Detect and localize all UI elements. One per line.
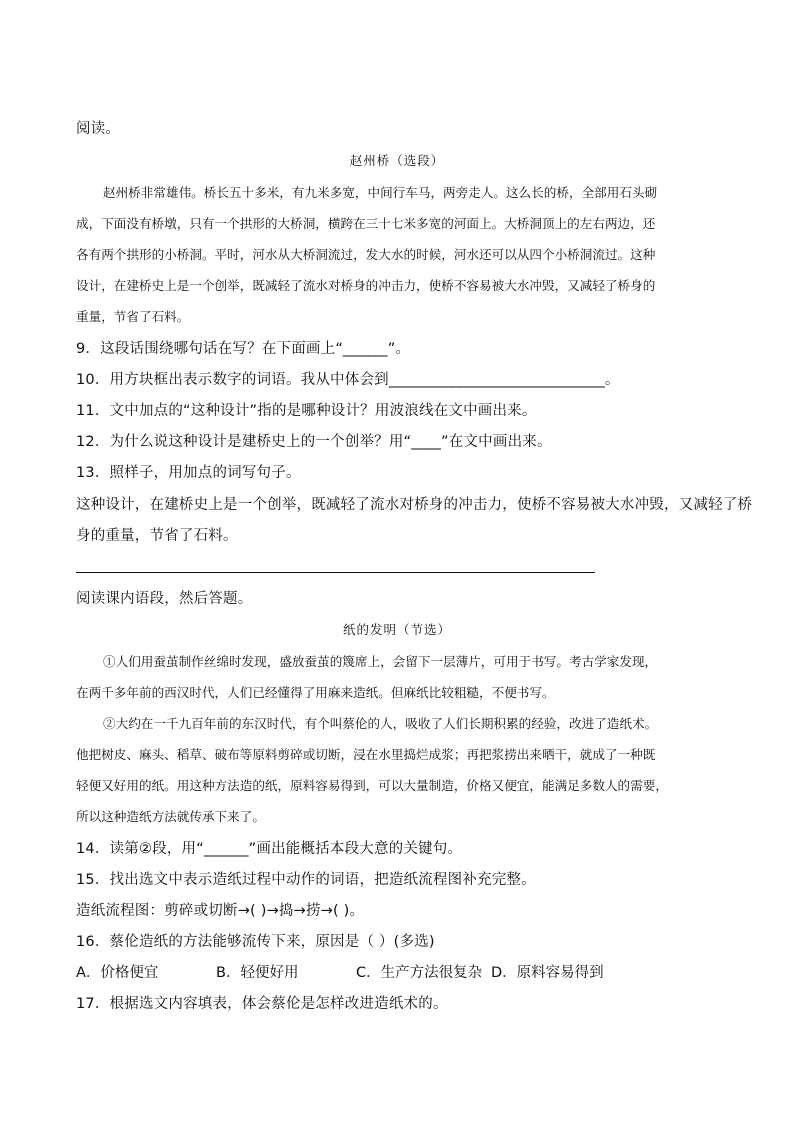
question-17: 17．根据选文内容填表，体会蔡伦是怎样改进造纸术的。 <box>76 996 448 1012</box>
option-a: A．价格便宜 <box>76 965 159 981</box>
question-13: 13．照样子，用加点的词写句子。 <box>76 465 301 481</box>
section2-para2-line: ②大约在一千九百年前的东汉时代，有个叫蔡伦的人，吸收了人们长期积累的经验，改进了造纸术。 <box>103 716 658 731</box>
section2-para2-line: 轻便又好用的纸。用这种方法造的纸，原料容易得到，可以大量制造，价格又便宜，能满足多数人的需要， <box>76 778 668 793</box>
section1-passage-line: 成，下面没有桥墩，只有一个拱形的大桥洞，横跨在三十七米多宽的河面上。大桥洞顶上的左右两边，还 <box>76 216 656 231</box>
section1-passage-line: 设计，在建桥史上是一个创举，既减轻了流水对桥身的冲击力，使桥不容易被大水冲毁，又减轻了桥身的 <box>76 278 656 293</box>
question-15: 15．找出选文中表示造纸过程中动作的词语，把造纸流程图补充完整。 <box>76 872 536 888</box>
option-d: D．原料容易得到 <box>491 965 604 981</box>
flowchart-prompt: 造纸流程图：剪碎或切断→( )→捣→捞→( )。 <box>76 903 365 919</box>
section2-intro: 阅读课内语段，然后答题。 <box>76 591 253 607</box>
section1-passage-line: 各有两个拱形的小桥洞。平时，河水从大桥洞流过，发大水的时候，河水还可以从四个小桥洞流过。这种 <box>76 247 656 262</box>
section2-para2-line: 所以这种造纸方法就传承下来了。 <box>76 809 265 824</box>
example-sentence-line: 这种设计，在建桥史上是一个创举，既减轻了流水对桥身的冲击力，使桥不容易被大水冲毁，又减轻了桥 <box>76 497 753 513</box>
section1-passage-line: 赵州桥非常雄伟。桥长五十多米，有九米多宽，中间行车马，两旁走人。这么长的桥，全部用石头砌 <box>103 185 658 200</box>
option-b: B．轻便好用 <box>216 965 299 981</box>
question-16: 16．蔡伦造纸的方法能够流传下来，原因是（ ）(多选) <box>76 934 435 950</box>
answer-line <box>76 572 595 573</box>
option-c: C．生产方法很复杂 <box>356 965 483 981</box>
section1-title: 赵州桥（选段） <box>349 153 445 168</box>
section2-para1-line: ①人们用蚕茧制作丝绵时发现，盛放蚕茧的篾席上，会留下一层薄片，可用于书写。考古学家发现， <box>103 654 658 669</box>
section1-passage-line: 重量，节省了石料。 <box>76 309 190 324</box>
question-14: 14．读第②段，用“______”画出能概括本段大意的关键句。 <box>76 841 463 857</box>
question-10: 10．用方块框出表示数字的词语。我从中体会到_____________________________。 <box>76 372 620 388</box>
question-12: 12．为什么说这种设计是建桥史上的一个创举？用“____”在文中画出来。 <box>76 434 552 450</box>
section2-para2-line: 他把树皮、麻头、稻草、破布等原料剪碎或切断，浸在水里捣烂成浆；再把浆捞出来晒干，就成了一种既 <box>76 747 656 762</box>
section2-title: 纸的发明（节选） <box>342 622 451 637</box>
question-11: 11．文中加点的“这种设计”指的是哪种设计？用波浪线在文中画出来。 <box>76 403 537 419</box>
example-sentence-line: 身的重量，节省了石料。 <box>76 528 238 544</box>
section1-intro: 阅读。 <box>76 121 121 137</box>
section2-para1-line: 在两千多年前的西汉时代，人们已经懂得了用麻来造纸。但麻纸比较粗糙，不便书写。 <box>76 685 555 700</box>
question-9: 9．这段话围绕哪句话在写？在下面画上“______”。 <box>76 341 411 357</box>
